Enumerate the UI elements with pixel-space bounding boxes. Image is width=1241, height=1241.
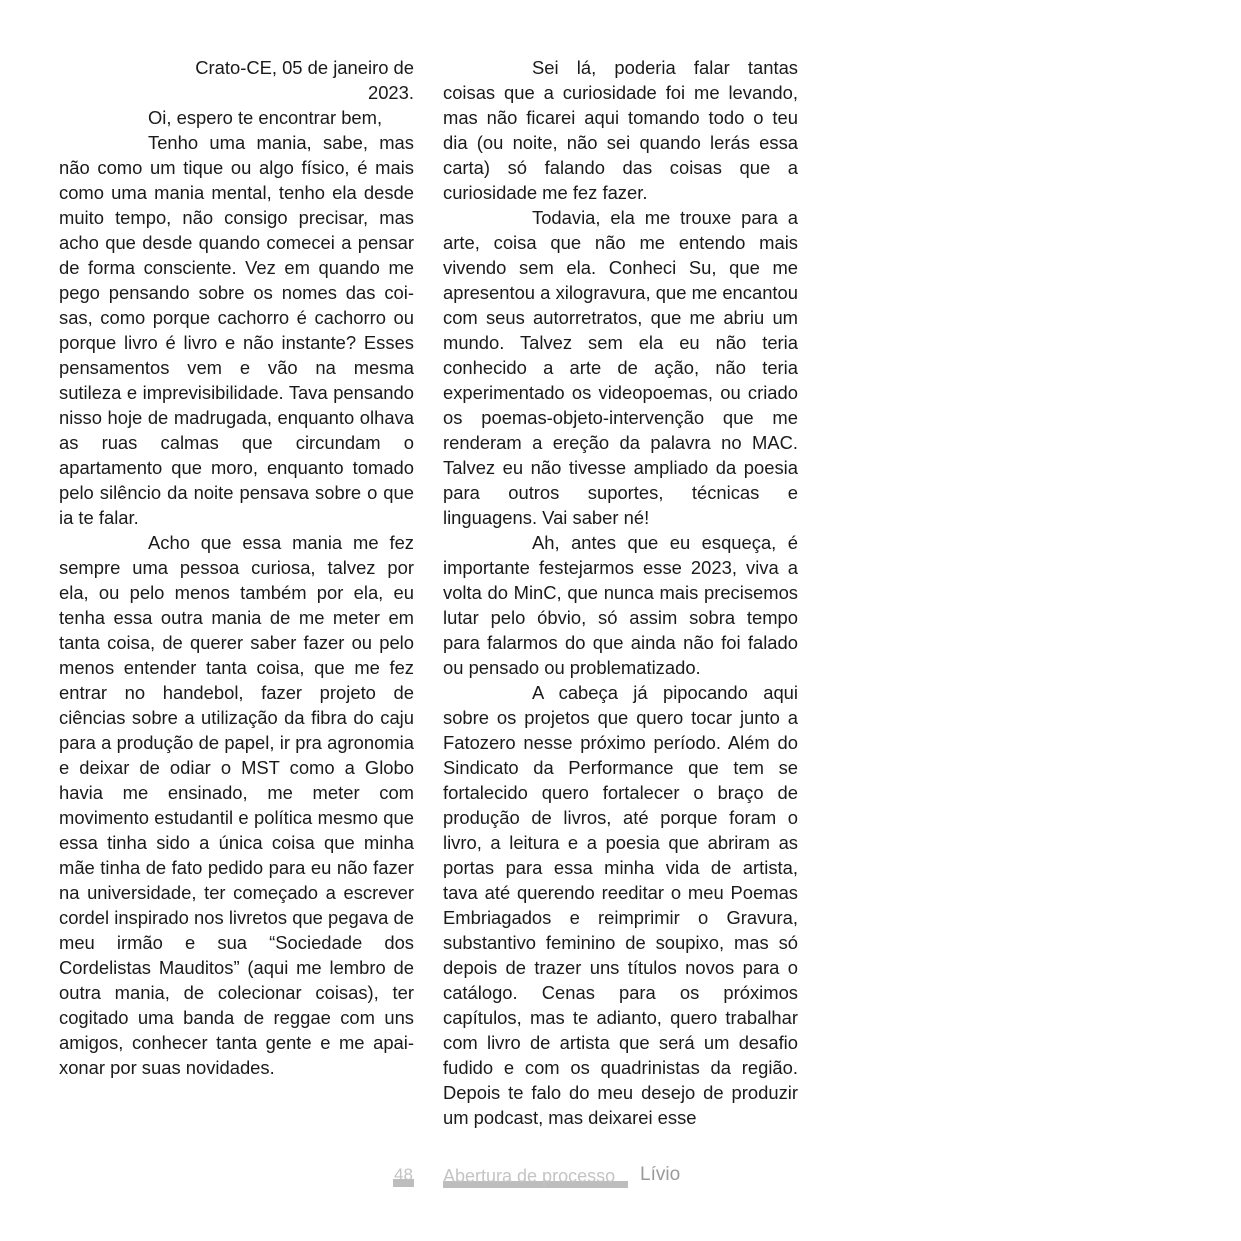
author-name: Lívio: [640, 1164, 681, 1185]
paragraph: Ah, antes que eu esqueça, é importante festejarmos esse 2023, viva a volta do MinC, que nunca mais precisemos lutar pelo óbvio, só assim sobra tempo para falarmos do que ainda não foi falado ou pensado ou problematizado.: [443, 532, 798, 678]
paragraph: Tenho uma mania, sabe, mas não como um tique ou algo físico, é mais como uma mania mental, tenho ela desde muito tempo, não consigo precisar, mas acho que desde quando comecei a pensar de forma consciente. Vez em quando me pego pensando sobre os nomes das coisas, como porque cachorro é cachorro ou porque livro é livro e não instante? Esses pensamentos vem e vão na mesma sutileza e imprevisibilidade. Tava pensando nisso hoje de madrugada, enquanto olhava as ruas calmas que circundam o apartamento que moro, enquanto tomado pelo silêncio da noite pensava sobre o que ia te falar.: [59, 132, 414, 528]
paragraph: Acho que essa mania me fez sempre uma pessoa curiosa, talvez por ela, ou pelo menos também por ela, eu tenha essa outra mania de me meter em tanta coisa, de querer saber fazer ou pelo menos entender tanta coisa, que me fez entrar no handebol, fazer projeto de ciências sobre a utilização da fibra do caju para a produção de papel, ir pra agronomia e deixar de odiar o MST como a Globo havia me ensinado, me meter com movimento estudantil e política mesmo que essa tinha sido a única coisa que minha mãe tinha de fato pedido para eu não fazer na universidade, ter começado a escrever cordel inspirado nos livretos que pegava de meu irmão e sua “Sociedade dos Cordelistas Mauditos” (aqui me lembro de outra mania, de colecionar coisas), ter cogitado uma banda de reggae com uns amigos, conhecer tanta gente e me apaixonar por suas novidades.: [59, 532, 414, 1078]
paragraph: Todavia, ela me trouxe para a arte, coisa que não me entendo mais vivendo sem ela. Conheci Su, que me apresentou a xilogravura, que me encantou com seus autorretratos, que me abriu um mundo. Talvez sem ela eu não teria conhecido a arte de ação, não teria experimentado os videopoemas, ou criado os poemas-objeto-intervenção que me renderam a ereção da palavra no MAC. Talvez eu não tivesse ampliado da poesia para outros suportes, técnicas e linguagens. Vai saber né!: [443, 207, 798, 528]
letter-dateline: Crato-CE, 05 de janeiro de 2023.: [195, 57, 414, 103]
paragraph: A cabeça já pipocando aqui sobre os projetos que quero tocar junto a Fatozero nesse próximo período. Além do Sindicato da Performance que tem se fortalecido quero fortalecer o braço de produção de livros, até porque foram o livro, a leitura e a poesia que abriram as portas para essa minha vida de artista, tava até querendo reeditar o meu Poemas Embriagados e reimprimir o Gravura, substantivo feminino de soupixo, mas só depois de trazer uns títulos novos para o catálogo. Cenas para os próximos capítulos, mas te adianto, quero trabalhar com livro de artista que será um desafio fudido e com os quadrinistas da região. Depois te falo do meu desejo de produzir um podcast, mas deixarei esse: [443, 682, 798, 1128]
letter-greeting: Oi, espero te encontrar bem,: [148, 107, 383, 128]
page-footer: [0, 1163, 1241, 1193]
paragraph: Sei lá, poderia falar tantas coisas que a curiosidade foi me levando, mas não ficarei aqui tomando todo o teu dia (ou noite, não sei quando lerás essa carta) só falando das coisas que a curiosidade me fez fazer.: [443, 57, 798, 203]
section-title: Abertura de processo: [443, 1166, 616, 1186]
right-column: [443, 55, 798, 1130]
left-column: [59, 55, 414, 1080]
page-number: 48: [394, 1165, 413, 1184]
